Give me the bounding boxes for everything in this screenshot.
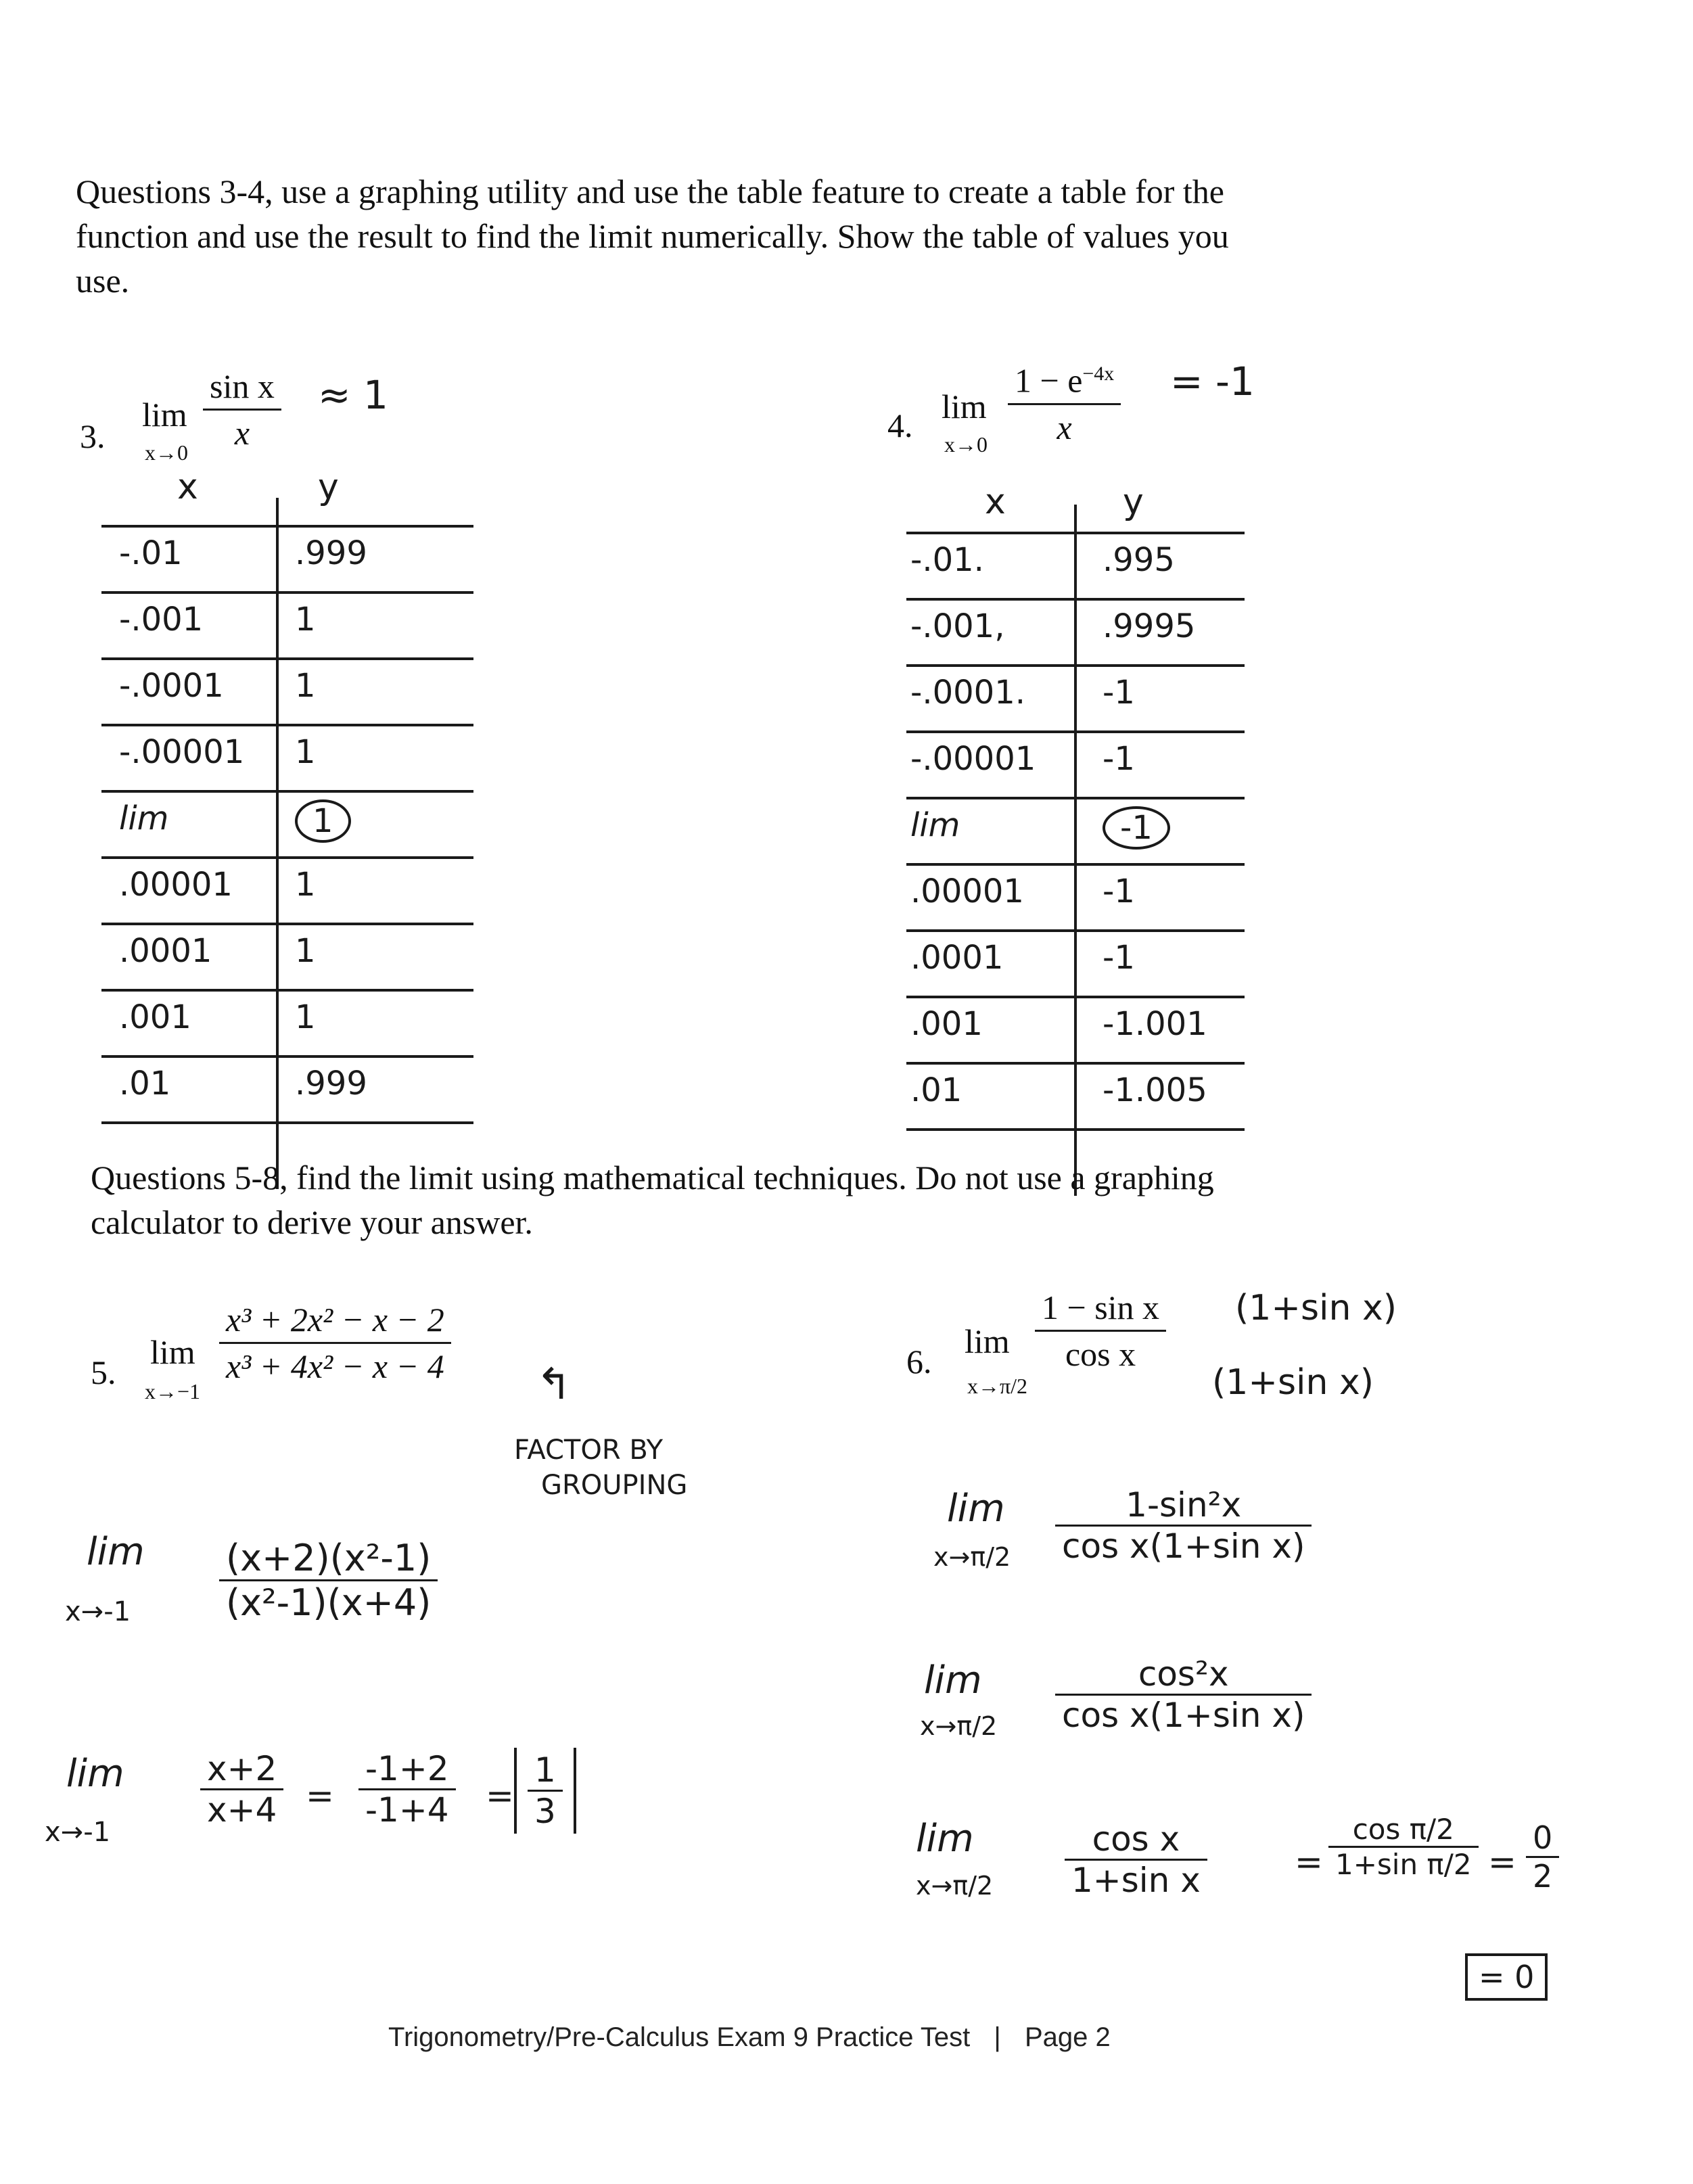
q3-row-rule — [101, 525, 473, 528]
q5-step2-sub-fraction — [358, 1749, 456, 1830]
q4-cell-y: -1 — [1103, 873, 1135, 910]
q5-step1-lim: lim — [87, 1530, 145, 1574]
q4-cell-y: -1.005 — [1103, 1071, 1207, 1109]
footer-page: Page 2 — [1024, 2022, 1111, 2052]
q6-step2-fraction — [1055, 1654, 1312, 1735]
q6-step1-lim: lim — [947, 1487, 1005, 1531]
q6-step3-lim: lim — [916, 1817, 974, 1861]
q3-header-y: y — [318, 467, 339, 507]
q6-step3-val-fraction — [1526, 1819, 1559, 1895]
q5-step2-subnum: -1+2 — [365, 1749, 449, 1788]
q4-cell-x: -.00001 — [910, 740, 1036, 778]
q4-cell-y: -1 — [1103, 674, 1135, 712]
q3-answer: ≈ 1 — [318, 372, 388, 418]
q4-lim: lim — [942, 388, 987, 425]
q3-cell-x: .01 — [119, 1065, 171, 1102]
q4-numerator-base: 1 − e — [1015, 361, 1083, 400]
q5-note-line2: GROUPING — [541, 1470, 688, 1501]
q3-cell-y: 1 — [295, 866, 316, 904]
q4-column-divider — [1074, 505, 1077, 1196]
q4-cell-x: -.01. — [910, 541, 984, 579]
q3-cell-y: 1 — [295, 998, 316, 1036]
q4-cell-x: -.001, — [910, 607, 1005, 645]
q6-step3-num: cos x — [1092, 1819, 1180, 1859]
q3-approach: x→0 — [145, 440, 188, 465]
q4-number: 4. — [887, 406, 913, 444]
footer-title: Trigonometry/Pre-Calculus Exam 9 Practice Test — [388, 2022, 971, 2052]
q6-step2-approach: x→π/2 — [920, 1711, 998, 1741]
q5-answer-den: 3 — [534, 1792, 556, 1831]
q3-row-rule — [101, 1055, 473, 1058]
q6-numerator: 1 − sin x — [1042, 1288, 1160, 1326]
q6-answer: = 0 — [1465, 1953, 1548, 2001]
q5-step2-den: x+4 — [207, 1790, 277, 1830]
instructions-3-4-line2: function and use the result to find the limit numerically. Show the table of values you — [76, 217, 1229, 255]
instructions-3-4-line1: Questions 3-4, use a graphing utility and use the table feature to create a table for the — [76, 172, 1224, 210]
q6-step3-eq2: = — [1488, 1842, 1516, 1882]
q3-row-rule — [101, 790, 473, 793]
q6-step3-fraction — [1065, 1819, 1207, 1900]
q3-row-rule — [101, 657, 473, 660]
q5-step1-num: (x+2)(x²-1) — [226, 1537, 432, 1579]
q5-number: 5. — [91, 1353, 116, 1391]
q4-cell-y: -1 — [1103, 740, 1135, 778]
q5-step2-subden: -1+4 — [365, 1790, 449, 1830]
q6-step3-subnum: cos π/2 — [1352, 1813, 1454, 1846]
q4-cell-x: .01 — [910, 1071, 963, 1109]
instructions-5-8 — [91, 1155, 1443, 1245]
q3-denominator: x — [234, 414, 250, 452]
q5-step2-num: x+2 — [207, 1749, 277, 1788]
q4-header-y: y — [1123, 482, 1144, 522]
q3-cell-y: .999 — [295, 1065, 367, 1102]
q3-cell-x: -.01 — [119, 534, 183, 572]
q5-note — [514, 1433, 687, 1503]
q6-step1-fraction — [1055, 1485, 1312, 1566]
q6-approach: x→π/2 — [967, 1374, 1028, 1398]
q3-row-rule — [101, 989, 473, 992]
q3-cell-x: .0001 — [119, 932, 212, 970]
q4-denominator: x — [1057, 408, 1072, 446]
q6-step3-den: 1+sin x — [1071, 1861, 1201, 1900]
q3-cell-y: 1 — [295, 733, 316, 771]
q3-cell-x: .00001 — [119, 866, 233, 904]
instructions-3-4 — [76, 169, 1429, 303]
q3-cell-y: .999 — [295, 534, 367, 572]
q4-cell-y: -1.001 — [1103, 1005, 1207, 1043]
q3-cell-x: .001 — [119, 998, 191, 1036]
instructions-5-8-line2: calculator to derive your answer. — [91, 1203, 533, 1241]
q5-step2-lim: lim — [66, 1752, 124, 1796]
q5-step1-approach: x→-1 — [65, 1596, 131, 1627]
q3-cell-x: -.00001 — [119, 733, 245, 771]
q6-fraction — [1035, 1285, 1166, 1376]
q5-step1-fraction — [219, 1537, 438, 1624]
q3-cell-x: -.0001 — [119, 667, 224, 705]
q3-row-rule — [101, 591, 473, 594]
q3-cell-y: 1 — [295, 601, 316, 638]
q6-step2-lim: lim — [924, 1658, 982, 1702]
q5-approach: x→−1 — [145, 1379, 201, 1403]
q5-step2-eq2: = — [486, 1776, 514, 1815]
q3-lim: lim — [142, 396, 187, 434]
q3-number: 3. — [80, 417, 106, 455]
q6-step3-valden: 2 — [1533, 1858, 1553, 1895]
q4-cell-x: .00001 — [910, 873, 1024, 910]
q5-step1-den: (x²-1)(x+4) — [226, 1581, 432, 1624]
q3-row-rule — [101, 856, 473, 859]
q3-row-rule — [101, 724, 473, 726]
instructions-5-8-line1: Questions 5-8, find the limit using mathematical techniques. Do not use a graphing — [91, 1159, 1214, 1196]
q5-step2-fraction — [200, 1749, 283, 1830]
q6-number: 6. — [906, 1343, 932, 1380]
q5-step2-eq: = — [306, 1776, 334, 1815]
q4-cell-y: .995 — [1103, 541, 1175, 579]
q5-fraction — [219, 1297, 451, 1389]
q6-step1-den: cos x(1+sin x) — [1062, 1527, 1305, 1566]
q4-fraction — [1008, 352, 1121, 450]
q6-step1-num: 1-sin²x — [1126, 1485, 1242, 1525]
q6-step3-approach: x→π/2 — [916, 1871, 994, 1901]
q6-step2-den: cos x(1+sin x) — [1062, 1696, 1305, 1735]
q3-cell-y: 1 — [295, 799, 351, 843]
q4-cell-y: -1 — [1103, 806, 1170, 850]
q4-approach: x→0 — [944, 432, 988, 457]
q4-cell-x: .001 — [910, 1005, 983, 1043]
footer-separator: | — [994, 2022, 1001, 2052]
instructions-3-4-line3: use. — [76, 262, 130, 300]
q5-numerator: x³ + 2x² − x − 2 — [226, 1301, 444, 1339]
q6-step3-valnum: 0 — [1533, 1819, 1553, 1856]
q6-step2-num: cos²x — [1138, 1654, 1229, 1694]
q3-row-rule — [101, 1121, 473, 1124]
q3-numerator: sin x — [210, 367, 275, 405]
q3-row-rule — [101, 923, 473, 925]
q3-header-x: x — [177, 467, 198, 507]
q6-step3-subden: 1+sin π/2 — [1335, 1848, 1472, 1881]
footer — [388, 2022, 1111, 2053]
q4-cell-x: -.0001. — [910, 674, 1025, 712]
q5-step2-approach: x→-1 — [45, 1817, 111, 1848]
q4-cell-x: lim — [910, 806, 960, 844]
q6-denominator: cos x — [1065, 1335, 1136, 1373]
q4-cell-y: -1 — [1103, 939, 1135, 977]
q3-cell-y: 1 — [295, 667, 316, 705]
q6-step1-approach: x→π/2 — [933, 1542, 1011, 1572]
q6-mult-den: (1+sin x) — [1212, 1362, 1374, 1403]
q4-numerator-exp: −4x — [1082, 363, 1115, 385]
q3-fraction — [203, 364, 281, 455]
q6-step3-sub-fraction — [1328, 1813, 1479, 1881]
q5-note-line1: FACTOR BY — [514, 1435, 664, 1466]
q5-arrow-icon: ↰ — [536, 1360, 572, 1410]
q6-lim: lim — [965, 1322, 1010, 1360]
q6-mult-num: (1+sin x) — [1235, 1288, 1397, 1328]
q4-cell-x: .0001 — [910, 939, 1004, 977]
q5-answer-num: 1 — [534, 1750, 556, 1790]
q4-header-x: x — [985, 482, 1006, 522]
q3-cell-x: -.001 — [119, 601, 204, 638]
q5-lim: lim — [150, 1333, 195, 1371]
q6-step3-eq: = — [1295, 1842, 1323, 1882]
q3-cell-x: lim — [119, 799, 169, 837]
q4-answer: = -1 — [1170, 358, 1255, 404]
q5-answer-box — [514, 1748, 576, 1834]
q4-cell-y: .9995 — [1103, 607, 1196, 645]
q5-denominator: x³ + 4x² − x − 4 — [226, 1347, 444, 1385]
q3-cell-y: 1 — [295, 932, 316, 970]
q3-column-divider — [276, 498, 279, 1189]
